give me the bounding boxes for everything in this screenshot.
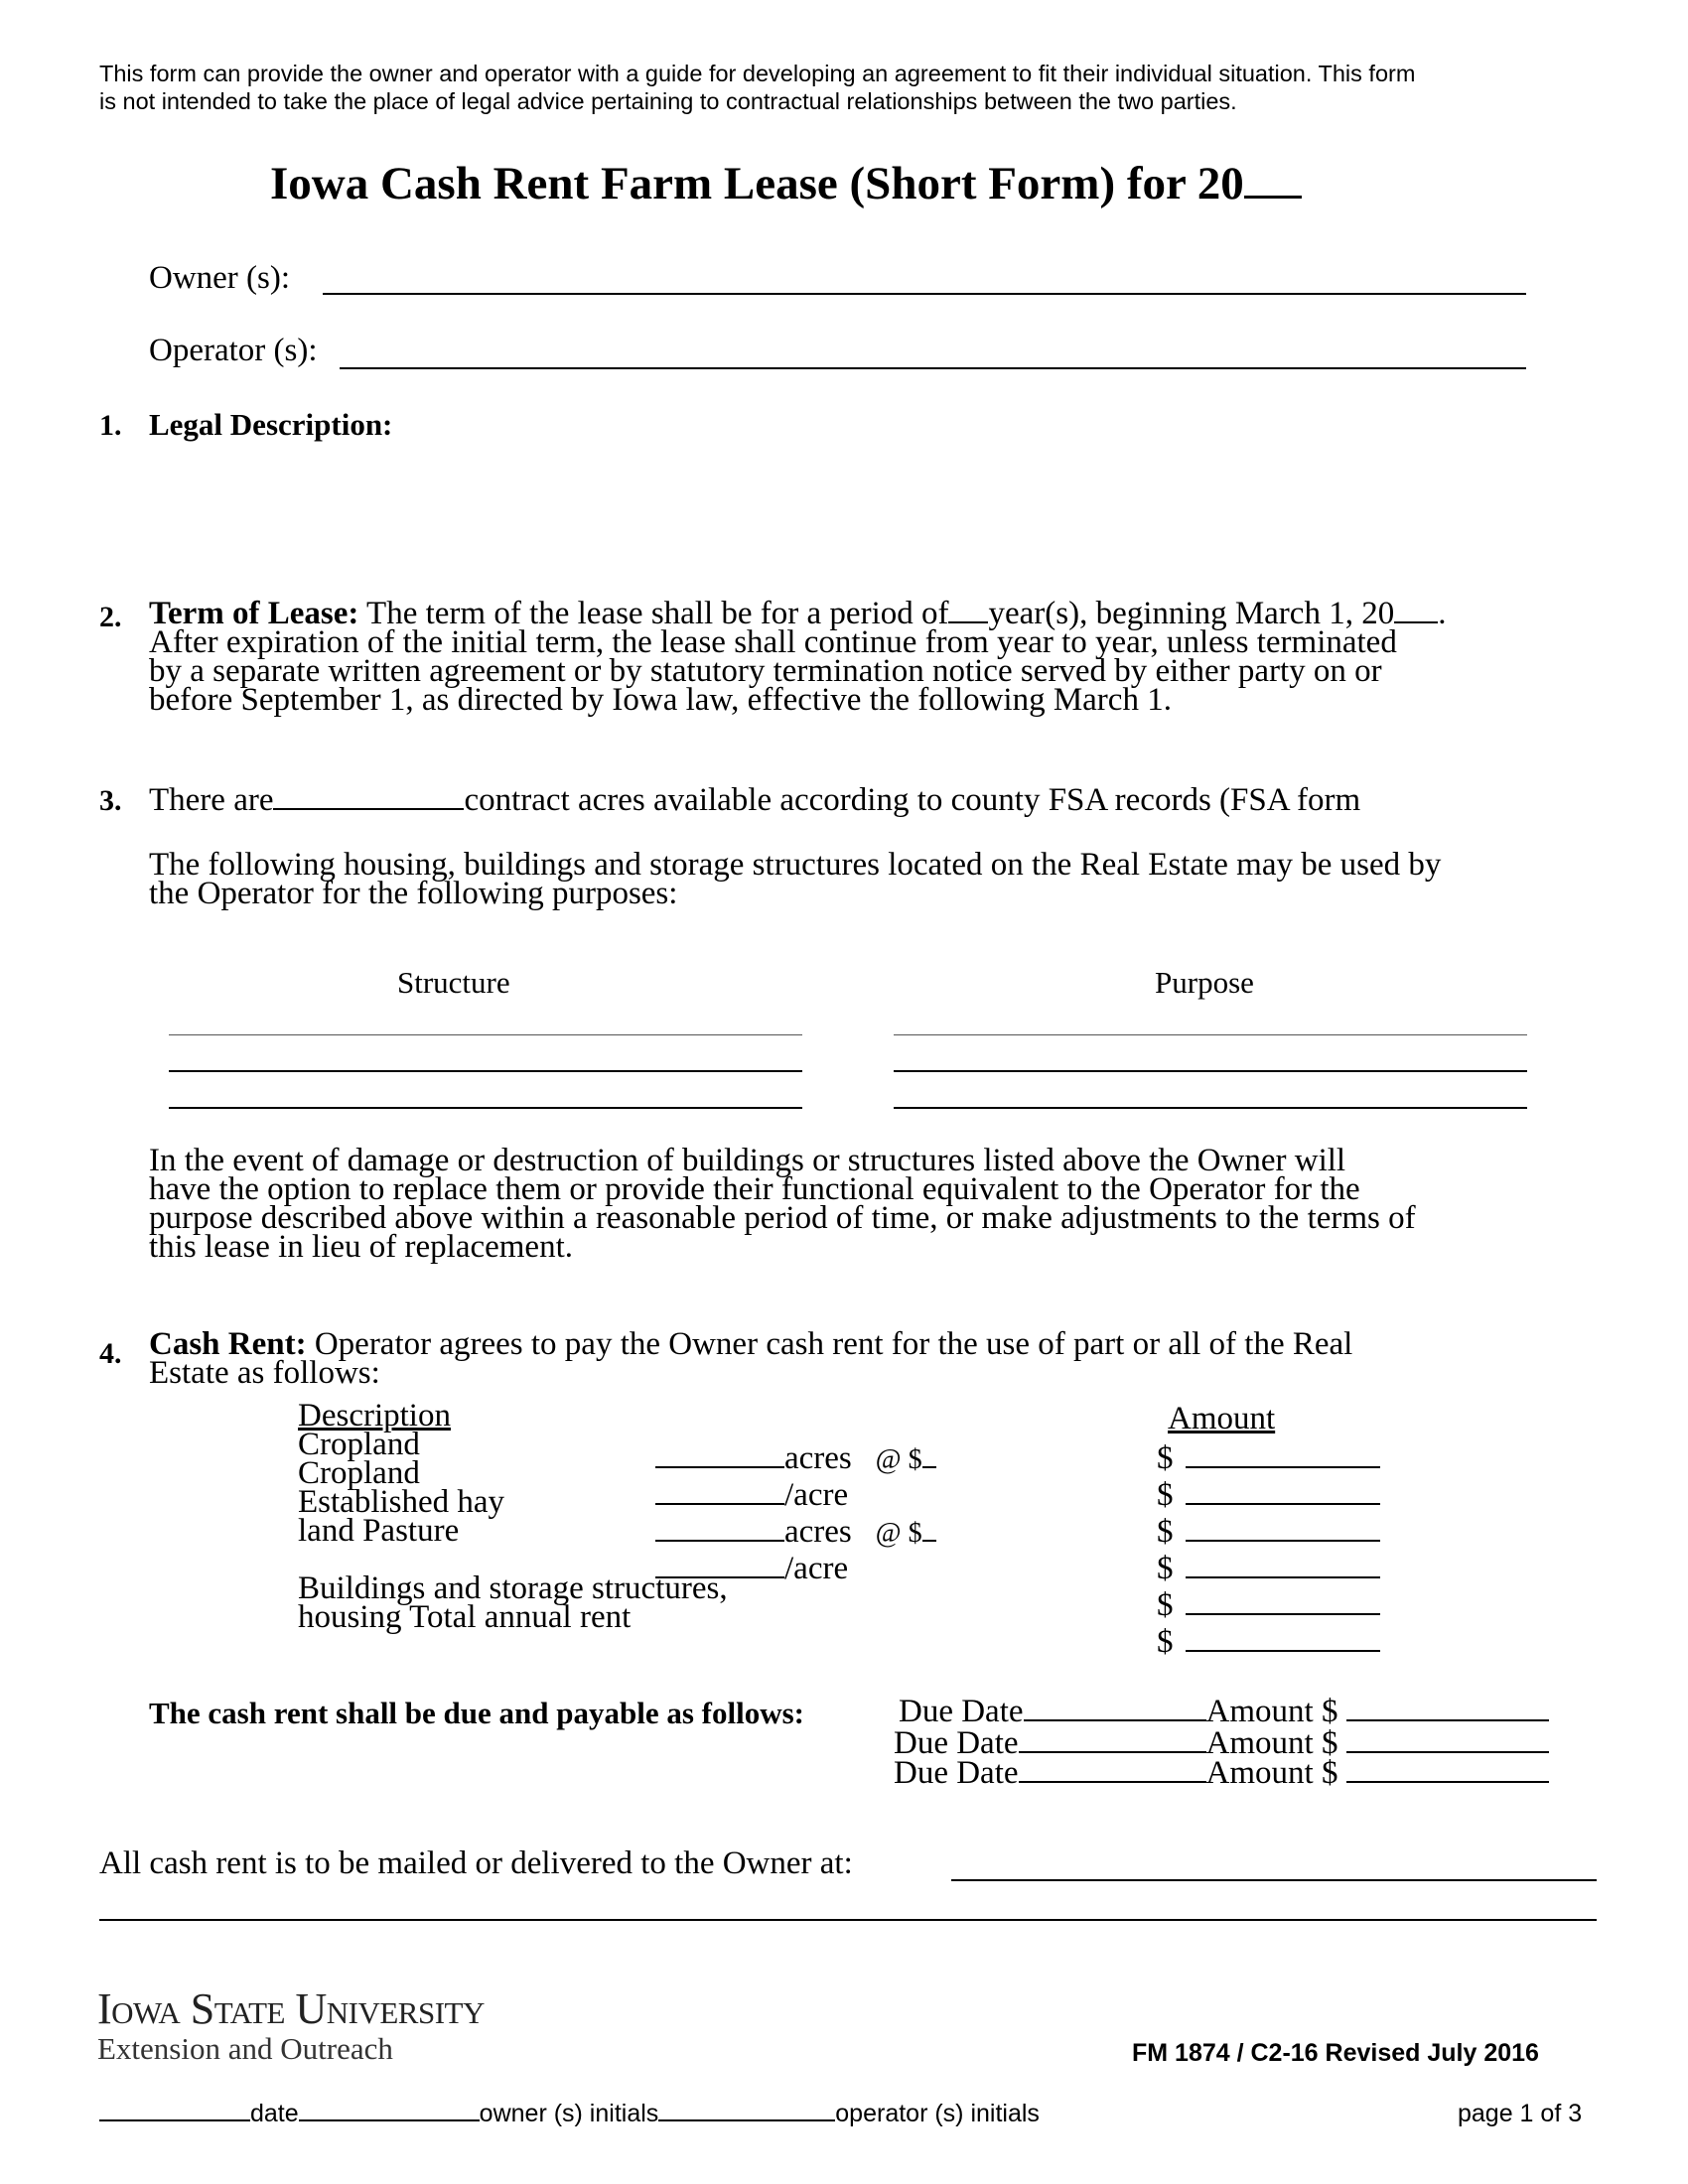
page-title-text: Iowa Cash Rent Farm Lease (Short Form) for 20 — [270, 158, 1244, 209]
damage-line-2: have the option to replace them or provide their functional equivalent to the Operator for the — [149, 1171, 1360, 1207]
description-row: Buildings and storage structures, — [298, 1570, 728, 1606]
form-code: FM 1874 / C2-16 Revised July 2016 — [1132, 2039, 1539, 2067]
section-3-number: 3. — [99, 784, 122, 817]
structures-line-2: the Operator for the following purposes: — [149, 876, 678, 911]
rate-row-4 — [655, 1551, 849, 1586]
date-blank[interactable] — [99, 2100, 250, 2121]
contract-acres-label-b: contract acres available according to county FSA records (FSA form — [464, 782, 1361, 818]
due-date-label: Due Date — [899, 1694, 1024, 1729]
due-date-blank-3[interactable] — [1019, 1757, 1206, 1783]
due-amount-label: Amount $ — [1205, 1725, 1338, 1761]
operator-field[interactable] — [340, 367, 1526, 369]
dollar-sign: $ — [1157, 1587, 1174, 1623]
legal-description-heading: Legal Description: — [149, 407, 393, 442]
dollar-sign: $ — [1157, 1477, 1174, 1513]
rate-at: @ $ — [875, 1444, 922, 1475]
cash-rent-line-2: Estate as follows: — [149, 1355, 380, 1391]
section-2-number: 2. — [99, 601, 122, 633]
contract-acres-blank[interactable] — [273, 784, 464, 810]
due-date-blank-2[interactable] — [1019, 1727, 1206, 1753]
term-of-lease — [149, 596, 1559, 718]
amount-blank-6[interactable] — [1186, 1626, 1380, 1652]
rate-acres-blank-1[interactable] — [655, 1442, 784, 1468]
due-date-label: Due Date — [894, 1725, 1019, 1761]
operator-initials-blank[interactable] — [658, 2100, 835, 2121]
rate-price-blank-1[interactable] — [922, 1442, 936, 1468]
cash-rent-line-1: Operator agrees to pay the Owner cash rent for the use of part or all of the Real — [314, 1326, 1353, 1362]
contract-acres-line — [149, 782, 1361, 818]
rate-unit: acres — [784, 1440, 852, 1476]
cash-rent-heading: Cash Rent: — [149, 1326, 307, 1362]
structure-line-1[interactable] — [169, 1034, 802, 1035]
owner-field[interactable] — [323, 293, 1526, 295]
owner-label: Owner (s): — [149, 260, 291, 296]
amount-header: Amount — [1168, 1401, 1276, 1436]
initials-line — [99, 2100, 1040, 2128]
rate-row-2 — [655, 1477, 849, 1513]
structure-column-header: Structure — [397, 965, 510, 1000]
due-amount-blank-1[interactable] — [1346, 1696, 1549, 1721]
contract-acres-label-a: There are — [149, 782, 274, 818]
purpose-column-header: Purpose — [1155, 965, 1254, 1000]
due-row-2 — [894, 1725, 1549, 1761]
rate-acres-blank-4[interactable] — [655, 1553, 784, 1578]
description-row: Cropland — [298, 1427, 420, 1462]
rate-unit: acres — [784, 1514, 852, 1550]
rate-at: @ $ — [875, 1518, 922, 1549]
damage-paragraph — [149, 1143, 1416, 1265]
isu-logo — [97, 1984, 485, 2067]
due-heading: The cash rent shall be due and payable as follows: — [149, 1696, 805, 1730]
page-title — [270, 157, 1302, 210]
term-line-1a: The term of the lease shall be for a period of — [366, 596, 949, 631]
rate-row-3 — [655, 1516, 936, 1549]
mail-to-label: All cash rent is to be mailed or delivered to the Owner at: — [99, 1845, 853, 1881]
disclaimer-line-1: This form can provide the owner and operator with a guide for developing an agreement to fit their individual situation. This form — [99, 61, 1416, 86]
owner-initials-blank[interactable] — [299, 2100, 480, 2121]
page-number: page 1 of 3 — [1458, 2100, 1583, 2127]
due-row-3 — [894, 1755, 1549, 1791]
amount-blank-4[interactable] — [1186, 1553, 1380, 1578]
due-amount-blank-2[interactable] — [1346, 1727, 1549, 1753]
description-row: Established hay — [298, 1484, 505, 1520]
due-amount-label: Amount $ — [1205, 1755, 1338, 1791]
damage-line-3: purpose described above within a reasonable period of time, or make adjustments to the terms of — [149, 1200, 1416, 1236]
mail-address-line-1[interactable] — [951, 1879, 1597, 1881]
amount-row-6 — [1157, 1624, 1380, 1660]
amount-row-5 — [1157, 1587, 1380, 1623]
due-row-1 — [899, 1694, 1549, 1729]
term-years-blank[interactable] — [948, 598, 988, 623]
damage-line-4: this lease in lieu of replacement. — [149, 1229, 574, 1265]
amount-row-4 — [1157, 1551, 1380, 1586]
due-date-label: Due Date — [894, 1755, 1019, 1791]
due-date-blank-1[interactable] — [1024, 1696, 1206, 1721]
disclaimer-line-2: is not intended to take the place of legal advice pertaining to contractual relationships between the two parties. — [99, 88, 1237, 114]
amount-row-2 — [1157, 1477, 1380, 1513]
mail-address-line-2[interactable] — [99, 1919, 1597, 1921]
amount-blank-3[interactable] — [1186, 1516, 1380, 1542]
description-header: Description — [298, 1398, 451, 1433]
structure-line-2[interactable] — [169, 1070, 802, 1072]
year-blank[interactable] — [1244, 160, 1302, 199]
rate-row-1 — [655, 1442, 936, 1475]
purpose-line-1[interactable] — [894, 1034, 1527, 1035]
description-row: housing Total annual rent — [298, 1599, 632, 1635]
rate-unit: /acre — [784, 1477, 849, 1513]
section-1-number: 1. — [99, 409, 122, 442]
dollar-sign: $ — [1157, 1440, 1174, 1476]
description-row: Cropland — [298, 1455, 420, 1491]
due-amount-label: Amount $ — [1205, 1694, 1338, 1729]
amount-blank-2[interactable] — [1186, 1479, 1380, 1505]
cash-rent-intro — [149, 1326, 1353, 1391]
operator-initials-label: operator (s) initials — [835, 2100, 1040, 2127]
dollar-sign: $ — [1157, 1551, 1174, 1586]
rate-acres-blank-2[interactable] — [655, 1479, 784, 1505]
term-line-2: After expiration of the initial term, the lease shall continue from year to year, unless terminated — [149, 624, 1397, 660]
structures-line-1: The following housing, buildings and storage structures located on the Real Estate may be used by — [149, 847, 1442, 883]
term-line-1c: . — [1438, 596, 1447, 631]
rate-acres-blank-3[interactable] — [655, 1516, 784, 1542]
dollar-sign: $ — [1157, 1514, 1174, 1550]
term-line-3: by a separate written agreement or by statutory termination notice served by either party on or — [149, 653, 1382, 689]
isu-logo-name: Iowa State University — [97, 1984, 485, 2033]
structure-line-3[interactable] — [169, 1107, 802, 1109]
term-heading: Term of Lease: — [149, 596, 359, 631]
section-4-number: 4. — [99, 1337, 122, 1370]
owner-initials-label: owner (s) initials — [479, 2100, 659, 2127]
term-start-year-blank[interactable] — [1394, 598, 1438, 623]
disclaimer — [99, 60, 1648, 115]
description-row: land Pasture — [298, 1513, 460, 1549]
rate-unit: /acre — [784, 1551, 849, 1586]
structures-paragraph — [149, 847, 1442, 911]
purpose-line-2[interactable] — [894, 1070, 1527, 1072]
purpose-line-3[interactable] — [894, 1107, 1527, 1109]
term-line-4: before September 1, as directed by Iowa law, effective the following March 1. — [149, 682, 1172, 718]
amount-blank-1[interactable] — [1186, 1442, 1380, 1468]
amount-row-1 — [1157, 1440, 1380, 1476]
dollar-sign: $ — [1157, 1624, 1174, 1660]
isu-logo-subtitle: Extension and Outreach — [97, 2031, 393, 2066]
operator-label: Operator (s): — [149, 333, 318, 368]
rate-price-blank-3[interactable] — [922, 1516, 936, 1542]
term-line-1b: year(s), beginning March 1, 20 — [988, 596, 1395, 631]
damage-line-1: In the event of damage or destruction of buildings or structures listed above the Owner will — [149, 1143, 1346, 1178]
amount-blank-5[interactable] — [1186, 1589, 1380, 1615]
amount-row-3 — [1157, 1514, 1380, 1550]
due-amount-blank-3[interactable] — [1346, 1757, 1549, 1783]
date-label: date — [250, 2100, 299, 2127]
